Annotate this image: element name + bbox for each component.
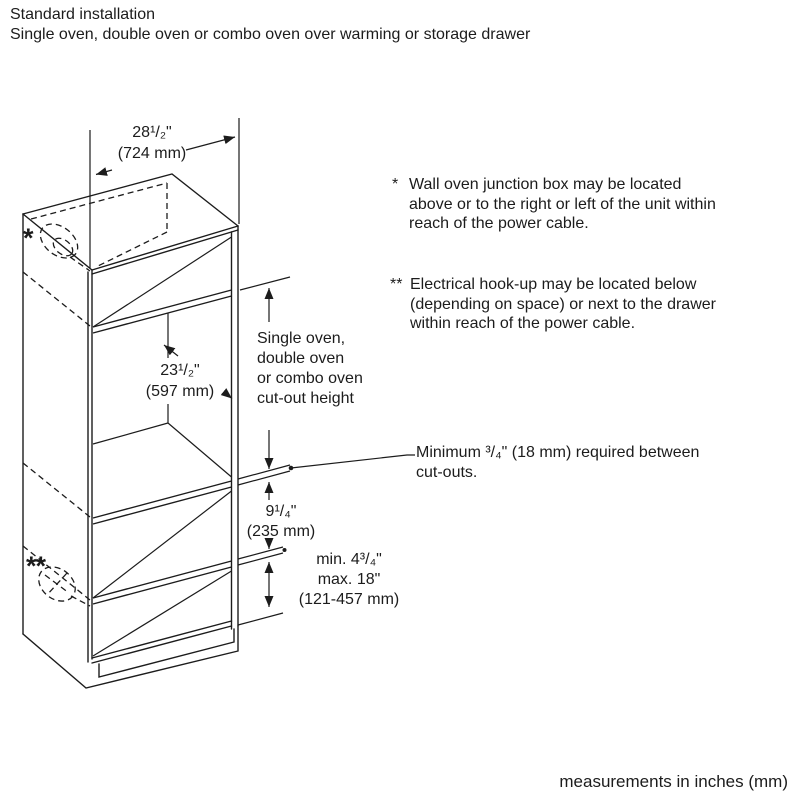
minimum-between-cutouts-note: Minimum ³/₄" (18 mm) required between cut-outs. xyxy=(416,444,700,481)
cabinet-outline xyxy=(23,174,238,688)
electrical-note xyxy=(390,275,716,334)
drawer-dimension-label xyxy=(290,550,408,610)
depth-dimension-label xyxy=(130,360,230,402)
drawer-mm: (121-457 mm) xyxy=(298,591,400,608)
page-subtitle: Single oven, double oven or combo oven over warming or storage drawer xyxy=(10,26,531,43)
electrical-note-text: Electrical hook-up may be located below (depending on space) or next to the drawer within reach of the power cable. xyxy=(410,276,716,332)
gap-dimension-label xyxy=(234,502,328,542)
electrical-note-marker: ** xyxy=(390,276,403,293)
width-dim-arrow-left xyxy=(96,170,112,175)
gap-inches: 9¹/₄" xyxy=(265,503,297,520)
drawer-max: max. 18" xyxy=(317,571,381,588)
cutout-height-label: Single oven, double oven or combo oven cut-out height xyxy=(257,330,363,407)
width-inches: 28¹/₂" xyxy=(132,124,172,141)
minimum-note-leader xyxy=(291,455,415,468)
junction-box-note xyxy=(392,175,716,234)
junction-box-asterisk: * xyxy=(23,223,33,253)
page-title: Standard installation xyxy=(10,6,155,23)
electrical-asterisk: ** xyxy=(26,551,46,581)
junction-note-marker: * xyxy=(392,176,399,193)
width-dimension-label xyxy=(96,122,208,164)
depth-mm: (597 mm) xyxy=(145,383,215,400)
depth-inches: 23¹/₂" xyxy=(160,362,200,379)
depth-dim-arrow-up xyxy=(164,345,178,356)
width-mm: (724 mm) xyxy=(117,145,187,162)
toe-kick xyxy=(23,626,238,688)
junction-note-text: Wall oven junction box may be located above or to the right or left of the unit within reach of the power cable. xyxy=(409,176,716,232)
separator-end-dot xyxy=(283,548,287,552)
gap-mm: (235 mm) xyxy=(246,523,316,540)
units-footnote: measurements in inches (mm) xyxy=(559,772,788,791)
drawer-min: min. 4³/₄" xyxy=(316,551,382,568)
cutout-shelves xyxy=(93,290,232,604)
